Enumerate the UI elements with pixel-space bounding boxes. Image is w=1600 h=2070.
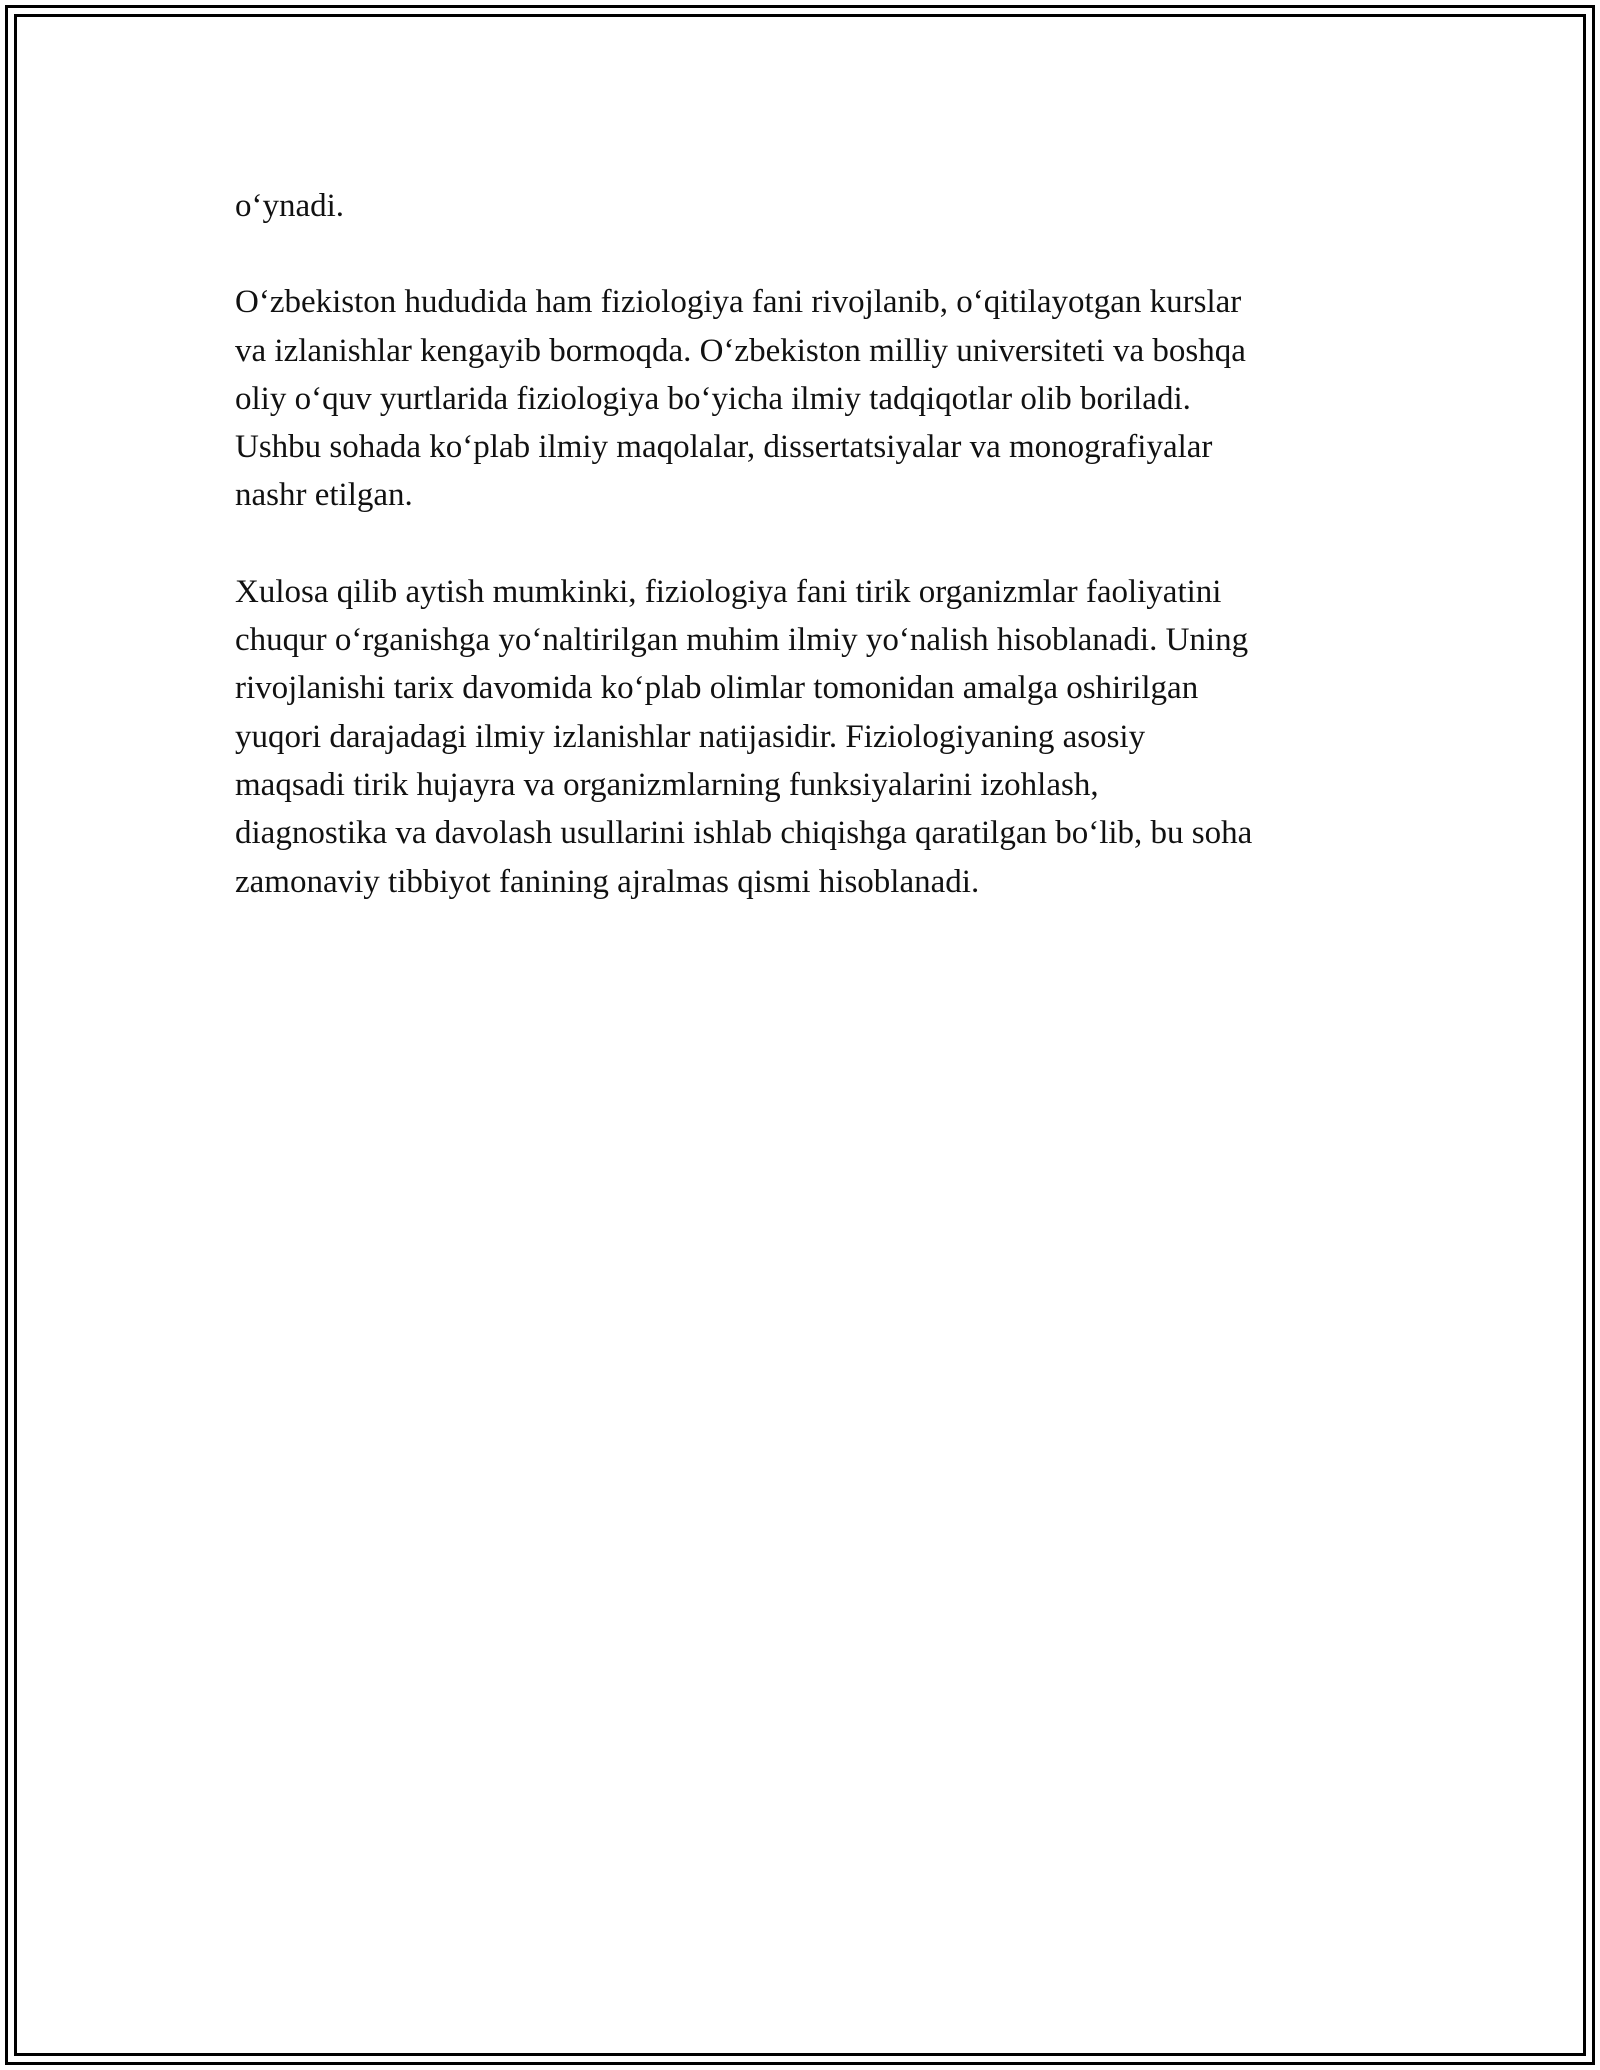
- text-line: diagnostika va davolash usullarini ishlab chiqishga qaratilgan bo‘lib, bu soha: [235, 815, 1253, 852]
- text-line: o‘ynadi.: [235, 188, 345, 224]
- text-line: chuqur o‘rganishga yo‘naltirilgan muhim ilmiy yo‘nalish hisoblanadi. Uning: [235, 622, 1249, 659]
- document-body: [235, 182, 1385, 954]
- paragraph: [235, 278, 1385, 519]
- text-line: Xulosa qilib aytish mumkinki, fiziologiya fani tirik organizmlar faoliyatini: [235, 573, 1222, 610]
- text-line: rivojlanishi tarix davomida ko‘plab olimlar tomonidan amalga oshirilgan: [235, 670, 1199, 707]
- text-line: maqsadi tirik hujayra va organizmlarning funksiyalarini izohlash,: [235, 766, 1099, 803]
- text-line: va izlanishlar kengayib bormoqda. O‘zbekiston milliy universiteti va boshqa: [235, 332, 1246, 369]
- paragraph: [235, 568, 1385, 906]
- paragraph: [235, 182, 1385, 230]
- text-line: yuqori darajadagi ilmiy izlanishlar natijasidir. Fiziologiyaning asosiy: [235, 718, 1146, 755]
- text-line: oliy o‘quv yurtlarida fiziologiya bo‘yicha ilmiy tadqiqotlar olib boriladi.: [235, 380, 1191, 417]
- text-line: nashr etilgan.: [235, 477, 413, 514]
- text-line: O‘zbekiston hududida ham fiziologiya fani rivojlanib, o‘qitilayotgan kurslar: [235, 284, 1242, 321]
- text-line: Ushbu sohada ko‘plab ilmiy maqolalar, dissertatsiyalar va monografiyalar: [235, 429, 1213, 466]
- text-line: zamonaviy tibbiyot fanining ajralmas qismi hisoblanadi.: [235, 863, 980, 900]
